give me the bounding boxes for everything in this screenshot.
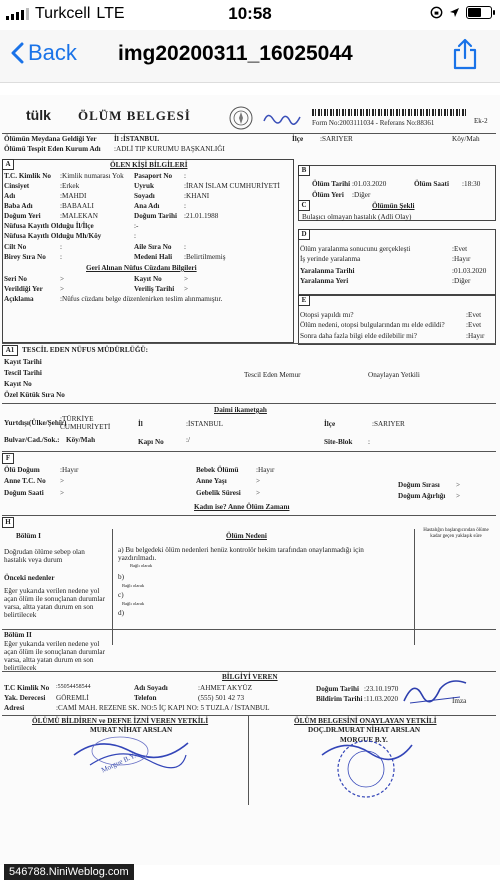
birth-order-value: >: [456, 481, 461, 489]
person-order-value: :: [60, 253, 62, 261]
residence-district-value: :SARIYER: [372, 420, 405, 428]
mother-age-value: >: [256, 477, 261, 485]
death-form-heading: Ölümün Şekli: [372, 202, 415, 210]
injury-a3: :01.03.2020: [452, 267, 487, 275]
stillbirth-label: Ölü Doğum: [4, 466, 40, 474]
tc-label: T.C. Kimlik No: [4, 172, 51, 180]
tuik-logo: tülk: [26, 107, 51, 123]
cause-c-label: c): [118, 591, 124, 599]
section-b-marker: B: [298, 165, 310, 176]
birth-weight-label: Doğum Ağırlığı: [398, 492, 446, 500]
issued-date-value: >: [184, 285, 189, 293]
share-icon[interactable]: [452, 38, 478, 70]
informant-heading: BİLGİYİ VEREN: [222, 673, 278, 681]
birthplace-value: :MALEKAN: [60, 212, 98, 220]
registering-officer-label: Tescil Eden Memur: [244, 371, 301, 379]
address-label: Adresi: [4, 704, 25, 712]
injury-q4: Yaralanma Yeri: [300, 277, 349, 285]
part-two-condition-label: Eğer yukarıda verilen nedene yol açan ölüm ile sonuçlanan durumlar varsa, altta yatan durum en son belirtilecek: [4, 640, 105, 672]
autopsy-a3: :Hayır: [466, 332, 485, 340]
street-label: Bulvar/Cad./Sok.:: [4, 436, 60, 444]
site-block-label: Site-Blok: [324, 438, 353, 446]
cause-b-label: b): [118, 573, 124, 581]
door-no-label: Kapı No: [138, 438, 164, 446]
birthdate-label: Doğum Tarihi: [134, 212, 177, 220]
due-to-2: Bağlı olarak: [122, 583, 145, 588]
morgue-stamp-text: Morgue B.Y.: [100, 751, 138, 775]
tc-value: :Kimlik numarası Yok: [60, 172, 124, 180]
informant-tc-value: :55054458544: [56, 684, 91, 690]
neighborhood-label: Köy/Mah: [66, 436, 96, 444]
mother-label: Ana Adı: [134, 202, 160, 210]
handwritten-mark-icon: [262, 109, 302, 129]
nationality-label: Uyruk: [134, 182, 154, 190]
prior-causes-label: Önceki nedenler: [4, 574, 55, 582]
part-two-heading: Bölüm II: [4, 631, 32, 639]
father-value: :BABAALI: [60, 202, 94, 210]
report-date-value: :11.03.2020: [364, 695, 399, 703]
country-label: Yurtdışı(Ülke/Şehir): [4, 419, 67, 427]
cause-a-text: a) Bu belgedeki ölüm nedenleri henüz kontrolör hekim tarafından onaylanmadığı için yazdırılmadı.: [118, 546, 364, 562]
mother-tc-value: >: [60, 477, 65, 485]
emblem-icon: [228, 105, 254, 131]
section-c-marker: C: [298, 200, 310, 211]
death-date-value: :01.03.2020: [352, 180, 387, 188]
stillbirth-value: :Hayır: [60, 466, 79, 474]
district-value: :SARIYER: [320, 135, 353, 143]
person-order-label: Birey Sıra No: [4, 253, 46, 261]
autopsy-q2: Ölüm nedeni, otopsi bulgularından mı elde edildi?: [300, 321, 445, 329]
death-place-value: İl :İSTANBUL: [114, 135, 160, 143]
autopsy-q1: Otopsi yapıldı mı?: [300, 311, 354, 319]
mother-tc-label: Anne T.C. No: [4, 477, 46, 485]
birth-time-label: Doğum Saati: [4, 489, 44, 497]
approver-name: DOÇ.DR.MURAT NİHAT ARSLAN: [308, 726, 421, 734]
birth-weight-value: >: [456, 492, 461, 500]
door-no-value: :/: [186, 436, 190, 444]
interval-note: Hastalığın başlangıcından ölüme kadar geçen yaklaşık süre: [423, 528, 489, 539]
site-block-value: :: [368, 438, 370, 446]
approving-official-label: Onaylayan Yetkili: [368, 371, 420, 379]
informant-signature-icon: [400, 675, 470, 707]
mother-age-label: Anne Yaşı: [196, 477, 227, 485]
maternal-death-heading: Kadın ise? Anne Ölüm Zamanı: [194, 503, 290, 511]
gender-label: Cinsiyet: [4, 182, 30, 190]
family-order-value: :: [184, 243, 186, 251]
back-label: Back: [28, 40, 77, 65]
death-certificate-document[interactable]: [0, 95, 500, 865]
volume-label: Cilt No: [4, 243, 27, 251]
issued-place-label: Verildiği Yer: [4, 285, 43, 293]
address-value: :CAMİ MAH. REZENE SK. NO:5 İÇ KAPI NO: 5 TUZLA / İSTANBUL: [56, 704, 270, 712]
injury-q2: İş yerinde yaralanma: [300, 255, 361, 263]
death-form-text: Bulaşıcı olmayan hastalık (Adli Olay): [302, 213, 412, 221]
direct-cause-label: Doğrudan ölüme sebep olan hastalık veya durum: [4, 548, 85, 564]
page-title: img20200311_16025044: [118, 42, 353, 65]
location-icon: [449, 7, 460, 18]
informant-tc-label: T.C Kimlik No: [4, 684, 50, 692]
pregnancy-label: Gebelik Süresi: [196, 489, 241, 497]
birth-time-value: >: [60, 489, 65, 497]
registration-no-label: Kayıt No: [4, 380, 32, 388]
note-value: :Nüfus cüzdanı belge düzenlenirken teslim alınmamıştır.: [60, 295, 223, 303]
village-label: Köy/Mah: [452, 135, 480, 143]
infant-death-label: Bebek Ölümü: [196, 466, 239, 474]
watermark: 546788.NiniWeblog.com: [4, 864, 134, 880]
record-value: >: [184, 275, 189, 283]
record-label: Kayıt No: [134, 275, 162, 283]
marital-value: :Belirtilmemiş: [184, 253, 226, 261]
death-date-label: Ölüm Tarihi: [312, 180, 351, 188]
autopsy-a1: :Evet: [466, 311, 482, 319]
institution-label: Ölümü Tespit Eden Kurum Adı: [4, 145, 101, 153]
carrier-label: Turkcell: [35, 5, 91, 22]
back-button[interactable]: [10, 40, 77, 66]
injury-a2: :Hayır: [452, 255, 471, 263]
passport-label: Pasaport No: [134, 172, 173, 180]
note-label: Açıklama: [4, 295, 34, 303]
birthdate-value: :21.01.1988: [184, 212, 219, 220]
phone-value: (555) 501 42 73: [198, 694, 245, 702]
injury-q1: Ölüm yaralanma sonucunu gerçekleşti: [300, 245, 411, 253]
issued-place-value: >: [60, 285, 65, 293]
death-time-label: Ölüm Saati: [414, 180, 449, 188]
battery-icon: [466, 6, 492, 19]
special-record-label: Özel Kütük Sıra No: [4, 391, 65, 399]
kinship-value: GÖREMLİ: [56, 694, 89, 702]
left-stamp-icon: [70, 725, 190, 775]
death-time-value: :18:30: [462, 180, 481, 188]
birthplace-label: Doğum Yeri: [4, 212, 41, 220]
approver-heading: ÖLÜM BELGESİNİ ONAYLAYAN YETKİLİ: [294, 717, 437, 725]
death-place-label: Ölümün Meydana Geldiği Yer: [4, 135, 97, 143]
infant-death-value: :Hayır: [256, 466, 275, 474]
form-number: Form No:2003111034 - Referans No:88361: [312, 119, 435, 127]
signature-label: İmza: [452, 697, 467, 705]
nationality-value: :İRAN İSLAM CUMHURİYETİ: [184, 182, 280, 190]
cause-d-label: d): [118, 609, 124, 617]
serial-label: Seri No: [4, 275, 27, 283]
navigation-bar: [0, 30, 500, 83]
ek-label: Ek-2: [474, 117, 488, 125]
death-location-value: :Diğer: [352, 191, 371, 199]
name-label: Adı: [4, 192, 16, 200]
pregnancy-value: >: [256, 489, 261, 497]
volume-value: :: [60, 243, 62, 251]
birth-order-label: Doğum Sırası: [398, 481, 440, 489]
surname-label: Soyadı: [134, 192, 155, 200]
network-label: LTE: [96, 5, 125, 22]
informant-dob-value: :23.10.1970: [364, 685, 399, 693]
registry-province-label: Nüfusa Kayıtlı Olduğu İl/İlçe: [4, 222, 94, 230]
death-location-label: Ölüm Yeri: [312, 191, 344, 199]
institution-value: :ADLİ TIP KURUMU BAŞKANLIĞI: [114, 145, 225, 153]
informant-name-label: Adı Soyadı: [134, 684, 168, 692]
right-stamp-icon: [316, 733, 416, 803]
serial-value: >: [60, 275, 65, 283]
province-value: :İSTANBUL: [186, 420, 223, 428]
section-a-heading: ÖLEN KİŞİ BİLGİLERİ: [110, 161, 188, 169]
section-h-marker: H: [2, 517, 14, 528]
residence-heading: Daimi ikametgah: [214, 406, 267, 414]
autopsy-a2: :Evet: [466, 321, 482, 329]
cause-heading: Ölüm Nedeni: [226, 532, 267, 540]
residence-district-label: İlçe: [324, 420, 336, 428]
country-value: :TÜRKİYE CUMHURİYETİ: [60, 415, 111, 431]
marital-label: Medeni Hali: [134, 253, 173, 261]
section-f-marker: F: [2, 453, 14, 464]
informant-dob-label: Doğum Tarihi: [316, 685, 359, 693]
passport-value: :: [184, 172, 186, 180]
surname-value: :KHANI: [184, 192, 210, 200]
lock-rotation-icon: [430, 6, 443, 19]
chevron-left-icon: [10, 42, 24, 64]
section-a1-marker: A1: [2, 345, 18, 356]
register-date-label: Tescil Tarihi: [4, 369, 42, 377]
registry-village-value: :: [134, 232, 136, 240]
phone-label: Telefon: [134, 694, 157, 702]
issuer-heading: ÖLÜMÜ BİLDİREN ve DEFNE İZNİ VEREN YETKİLİ: [32, 717, 209, 725]
mother-value: :: [184, 202, 186, 210]
document-title: ÖLÜM BELGESİ: [78, 108, 191, 123]
injury-a4: :Diğer: [452, 277, 471, 285]
section-e-marker: E: [298, 295, 310, 306]
registration-date-label: Kayıt Tarihi: [4, 358, 42, 366]
autopsy-q3: Sonra daha fazla bilgi elde edilebilir mi?: [300, 332, 417, 340]
status-bar: [0, 0, 500, 30]
district-label: İlçe: [292, 135, 304, 143]
kinship-label: Yak. Derecesi: [4, 694, 46, 702]
due-to-1: Bağlı olarak: [130, 563, 153, 568]
clock: 10:58: [228, 4, 272, 23]
father-label: Baba Adı: [4, 202, 33, 210]
section-d-marker: D: [298, 229, 310, 240]
part-one-heading: Bölüm I: [16, 532, 41, 540]
barcode: [312, 109, 467, 116]
injury-q3: Yaralanma Tarihi: [300, 267, 355, 275]
issuer-name: MURAT NİHAT ARSLAN: [90, 726, 173, 734]
id-card-heading: Geri Alınan Nüfus Cüzdanı Bilgileri: [86, 264, 197, 272]
issued-date-label: Veriliş Tarihi: [134, 285, 175, 293]
informant-name-value: :AHMET AKYÜZ: [198, 684, 252, 692]
report-date-label: Bildirim Tarihi: [316, 695, 363, 703]
due-to-3: Bağlı olarak: [122, 601, 145, 606]
registry-province-value: :-: [134, 222, 139, 230]
gender-value: :Erkek: [60, 182, 80, 190]
name-value: :MAHDI: [60, 192, 87, 200]
injury-a1: :Evet: [452, 245, 468, 253]
province-label: İl: [138, 420, 143, 428]
registry-office-heading: TESCİL EDEN NÜFUS MÜDÜRLÜĞÜ:: [22, 346, 148, 354]
underlying-condition-label: Eğer yukarıda verilen nedene yol açan ölüm ile sonuçlanan durumlar varsa, altta yatan durum en son belirtilecek: [4, 587, 105, 619]
registry-village-label: Nüfusa Kayıtlı Olduğu Mh/Köy: [4, 232, 102, 240]
family-order-label: Aile Sıra No: [134, 243, 172, 251]
section-a-marker: A: [2, 159, 14, 170]
approver-title: MORGUE B.Y.: [340, 736, 388, 744]
